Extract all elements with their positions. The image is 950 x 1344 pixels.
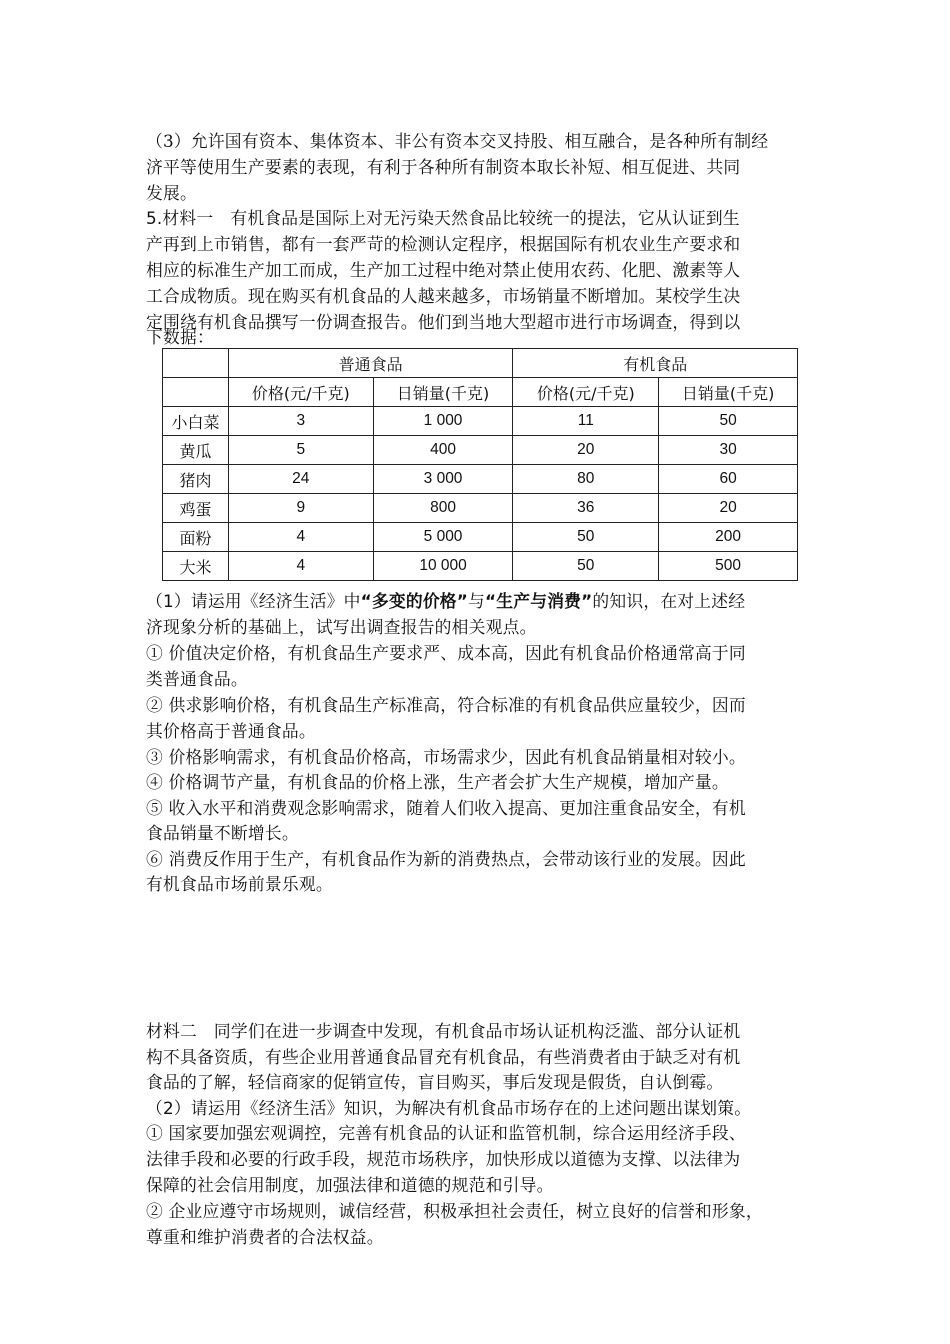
material1-line-4: 工合成物质。现在购买有机食品的人越来越多，市场销量不断增加。某校学生决 (146, 286, 741, 306)
q2-line: （2）请运用《经济生活》知识，为解决有机食品市场存在的上述问题出谋划策。 (146, 1098, 752, 1118)
material1-line-1: 5.材料一 有机食品是国际上对无污染天然食品比较统一的提法，它从认证到生 (146, 208, 740, 228)
table-cell: 20 (513, 436, 659, 465)
intro-line-1: （3）允许国有资本、集体资本、非公有资本交叉持股、相互融合，是各种所有制经 (146, 131, 769, 151)
material2-line-1: 材料二 同学们在进一步调查中发现，有机食品市场认证机构泛滥、部分认证机 (146, 1021, 741, 1041)
table-cell: 11 (513, 407, 659, 436)
answer1-1-line-1: ① 价值决定价格，有机食品生产要求严、成本高，因此有机食品价格通常高于同 (146, 643, 746, 663)
intro-line-3: 发展。 (146, 183, 197, 203)
table-cell: 400 (373, 436, 513, 465)
table-cell: 200 (659, 523, 798, 552)
table-cell: 800 (373, 494, 513, 523)
answer1-5-line-2: 食品销量不断增长。 (146, 823, 299, 843)
table-row (163, 436, 798, 465)
material1-line-3: 相应的标准生产加工而成，生产加工过程中绝对禁止使用农药、化肥、激素等人 (146, 260, 741, 280)
table-cell: 4 (228, 552, 373, 581)
table-cell: 36 (513, 494, 659, 523)
table-cell: 5 000 (373, 523, 513, 552)
sub-header-cell: 日销量(千克) (373, 378, 513, 407)
q1-prefix: （1）请运用《经济生活》中 (146, 591, 361, 611)
answer1-2-line-2: 其价格高于普通食品。 (146, 721, 316, 741)
intro-line-2: 济平等使用生产要素的表现，有利于各种所有制资本取长补短、相互促进、共同 (146, 157, 741, 177)
table-blank-cell (163, 378, 229, 407)
row-name-cell: 大米 (163, 552, 229, 581)
table-cell: 50 (513, 523, 659, 552)
sub-header-cell: 价格(元/千克) (228, 378, 373, 407)
row-name-cell: 黄瓜 (163, 436, 229, 465)
group-header-ordinary: 普通食品 (228, 349, 513, 378)
table-cell: 24 (228, 465, 373, 494)
table-cell: 3 (228, 407, 373, 436)
table-row (163, 465, 798, 494)
table-cell: 1 000 (373, 407, 513, 436)
material1-line-2: 产再到上市销售，都有一套严苛的检测认定程序，根据国际有机农业生产要求和 (146, 234, 741, 254)
table-row (163, 523, 798, 552)
material1-line-5: 定围绕有机食品撰写一份调查报告。他们到当地大型超市进行市场调查，得到以 (146, 312, 741, 332)
row-name-cell: 小白菜 (163, 407, 229, 436)
sub-header-cell: 日销量(千克) (659, 378, 798, 407)
q1-bold-topic-1: “多变的价格” (360, 591, 469, 611)
table-cell: 60 (659, 465, 798, 494)
table-row (163, 494, 798, 523)
table-cell: 3 000 (373, 465, 513, 494)
answer1-4-line-1: ④ 价格调节产量，有机食品的价格上涨，生产者会扩大生产规模，增加产量。 (146, 772, 729, 792)
table-cell: 50 (513, 552, 659, 581)
food-data-table (162, 348, 798, 581)
table-cell: 30 (659, 436, 798, 465)
table-cell: 9 (228, 494, 373, 523)
table-row (163, 407, 798, 436)
material2-line-3: 食品的了解，轻信商家的促销宣传，盲目购买，事后发现是假货，自认倒霉。 (146, 1072, 724, 1092)
material2-line-2: 构不具备资质，有些企业用普通食品冒充有机食品，有些消费者由于缺乏对有机 (146, 1047, 741, 1067)
q1-suffix: 的知识，在对上述经 (592, 591, 746, 611)
table-group-header-row (163, 349, 798, 378)
q1-mid: 与 (468, 591, 486, 611)
q1-line-2: 济现象分析的基础上，试写出调查报告的相关观点。 (146, 617, 537, 637)
table-row (163, 552, 798, 581)
answer1-5-line-1: ⑤ 收入水平和消费观念影响需求，随着人们收入提高、更加注重食品安全，有机 (146, 798, 746, 818)
table-cell: 5 (228, 436, 373, 465)
answer1-1-line-2: 类普通食品。 (146, 669, 248, 689)
sub-header-cell: 价格(元/千克) (513, 378, 659, 407)
row-name-cell: 面粉 (163, 523, 229, 552)
material1-line-6: 下数据： (146, 327, 214, 347)
table-cell: 50 (659, 407, 798, 436)
answer2-1-line-3: 保障的社会信用制度，加强法律和道德的规范和引导。 (146, 1175, 554, 1195)
answer2-2-line-1: ② 企业应遵守市场规则，诚信经营，积极承担社会责任，树立良好的信誉和形象， (146, 1201, 763, 1221)
answer1-6-line-2: 有机食品市场前景乐观。 (146, 874, 333, 894)
table-sub-header-row (163, 378, 798, 407)
table-cell: 4 (228, 523, 373, 552)
q1-line-1 (146, 588, 811, 614)
answer1-3-line-1: ③ 价格影响需求，有机食品价格高，市场需求少，因此有机食品销量相对较小。 (146, 747, 746, 767)
q1-bold-topic-2: “生产与消费” (485, 591, 593, 611)
answer2-1-line-1: ① 国家要加强宏观调控，完善有机食品的认证和监管机制，综合运用经济手段、 (146, 1123, 746, 1143)
table-cell: 500 (659, 552, 798, 581)
group-header-organic: 有机食品 (513, 349, 798, 378)
table-corner-cell (163, 349, 229, 378)
row-name-cell: 鸡蛋 (163, 494, 229, 523)
row-name-cell: 猪肉 (163, 465, 229, 494)
table-cell: 20 (659, 494, 798, 523)
table-cell: 80 (513, 465, 659, 494)
answer2-1-line-2: 法律手段和必要的行政手段，规范市场秩序，加快形成以道德为支撑、以法律为 (146, 1149, 741, 1169)
answer2-2-line-2: 尊重和维护消费者的合法权益。 (146, 1227, 384, 1247)
answer1-6-line-1: ⑥ 消费反作用于生产，有机食品作为新的消费热点，会带动该行业的发展。因此 (146, 849, 746, 869)
answer1-2-line-1: ② 供求影响价格，有机食品生产标准高，符合标准的有机食品供应量较少，因而 (146, 695, 746, 715)
table-cell: 10 000 (373, 552, 513, 581)
